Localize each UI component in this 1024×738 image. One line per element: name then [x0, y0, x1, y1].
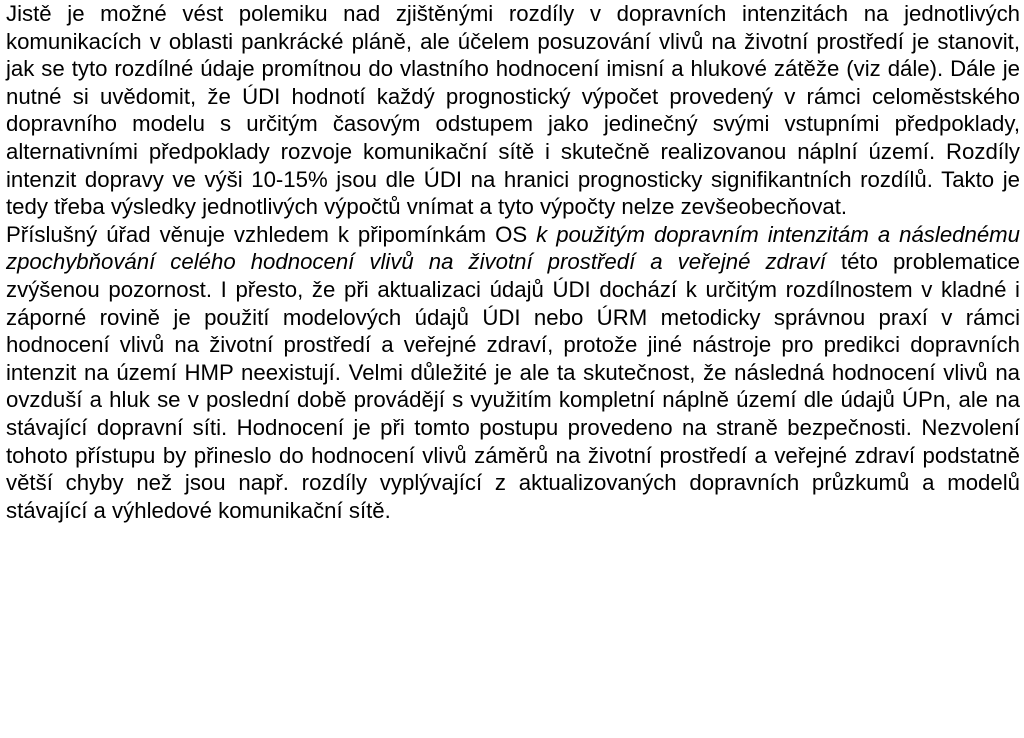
- paragraph-authority-response-body: této problematice zvýšenou pozornost. I přesto, že při aktualizaci údajů ÚDI dochází k určitým rozdílnostem v kladné i záporné rovině je použití modelových údajů ÚDI nebo ÚRM metodicky správnou praxí v rámci hodnocení vlivů na životní prostředí a veřejné zdraví, protože jiné nástroje pro predikci dopravních intenzit na území HMP neexistují. Velmi důležité je ale ta skutečnost, že následná hodnocení vlivů na ovzduší a hluk se v poslední době provádějí s využitím kompletní náplně území dle údajů ÚPn, ale na stávající dopravní síti. Hodnocení je při tomto postupu provedeno na straně bezpečnosti. Nezvolení tohoto přístupu by přineslo do hodnocení vlivů záměrů na životní prostředí a veřejné zdraví podstatně větší chyby než jsou např. rozdíly vyplývající z aktualizovaných dopravních průzkumů a modelů stávající a výhledové komunikační sítě.: [6, 249, 1020, 523]
- paragraph-authority-response-intro: Příslušný úřad věnuje vzhledem k připomínkám OS: [6, 221, 537, 247]
- paragraph-authority-response: [6, 221, 1020, 525]
- paragraph-traffic-differences: Jistě je možné vést polemiku nad zjištěnými rozdíly v dopravních intenzitách na jednotlivých komunikacích v oblasti pankrácké pláně, ale účelem posuzování vlivů na životní prostředí je stanovit, jak se tyto rozdílné údaje promítnou do vlastního hodnocení imisní a hlukové zátěže (viz dále). Dále je nutné si uvědomit, že ÚDI hodnotí každý prognostický výpočet provedený v rámci celoměstského dopravního modelu s určitým časovým odstupem jako jedinečný svými vstupními předpoklady, alternativními předpoklady rozvoje komunikační sítě i skutečně realizovanou náplní území. Rozdíly intenzit dopravy ve výši 10-15% jsou dle ÚDI na hranici prognosticky signifikantních rozdílů. Takto je tedy třeba výsledky jednotlivých výpočtů vnímat a tyto výpočty nelze zevšeobecňovat.: [6, 1, 1020, 220]
- paragraph-authority-response-italic: k použitým dopravním intenzitám a následnému zpochybňování celého hodnocení vlivů na životní prostředí a veřejné zdraví: [6, 221, 1021, 275]
